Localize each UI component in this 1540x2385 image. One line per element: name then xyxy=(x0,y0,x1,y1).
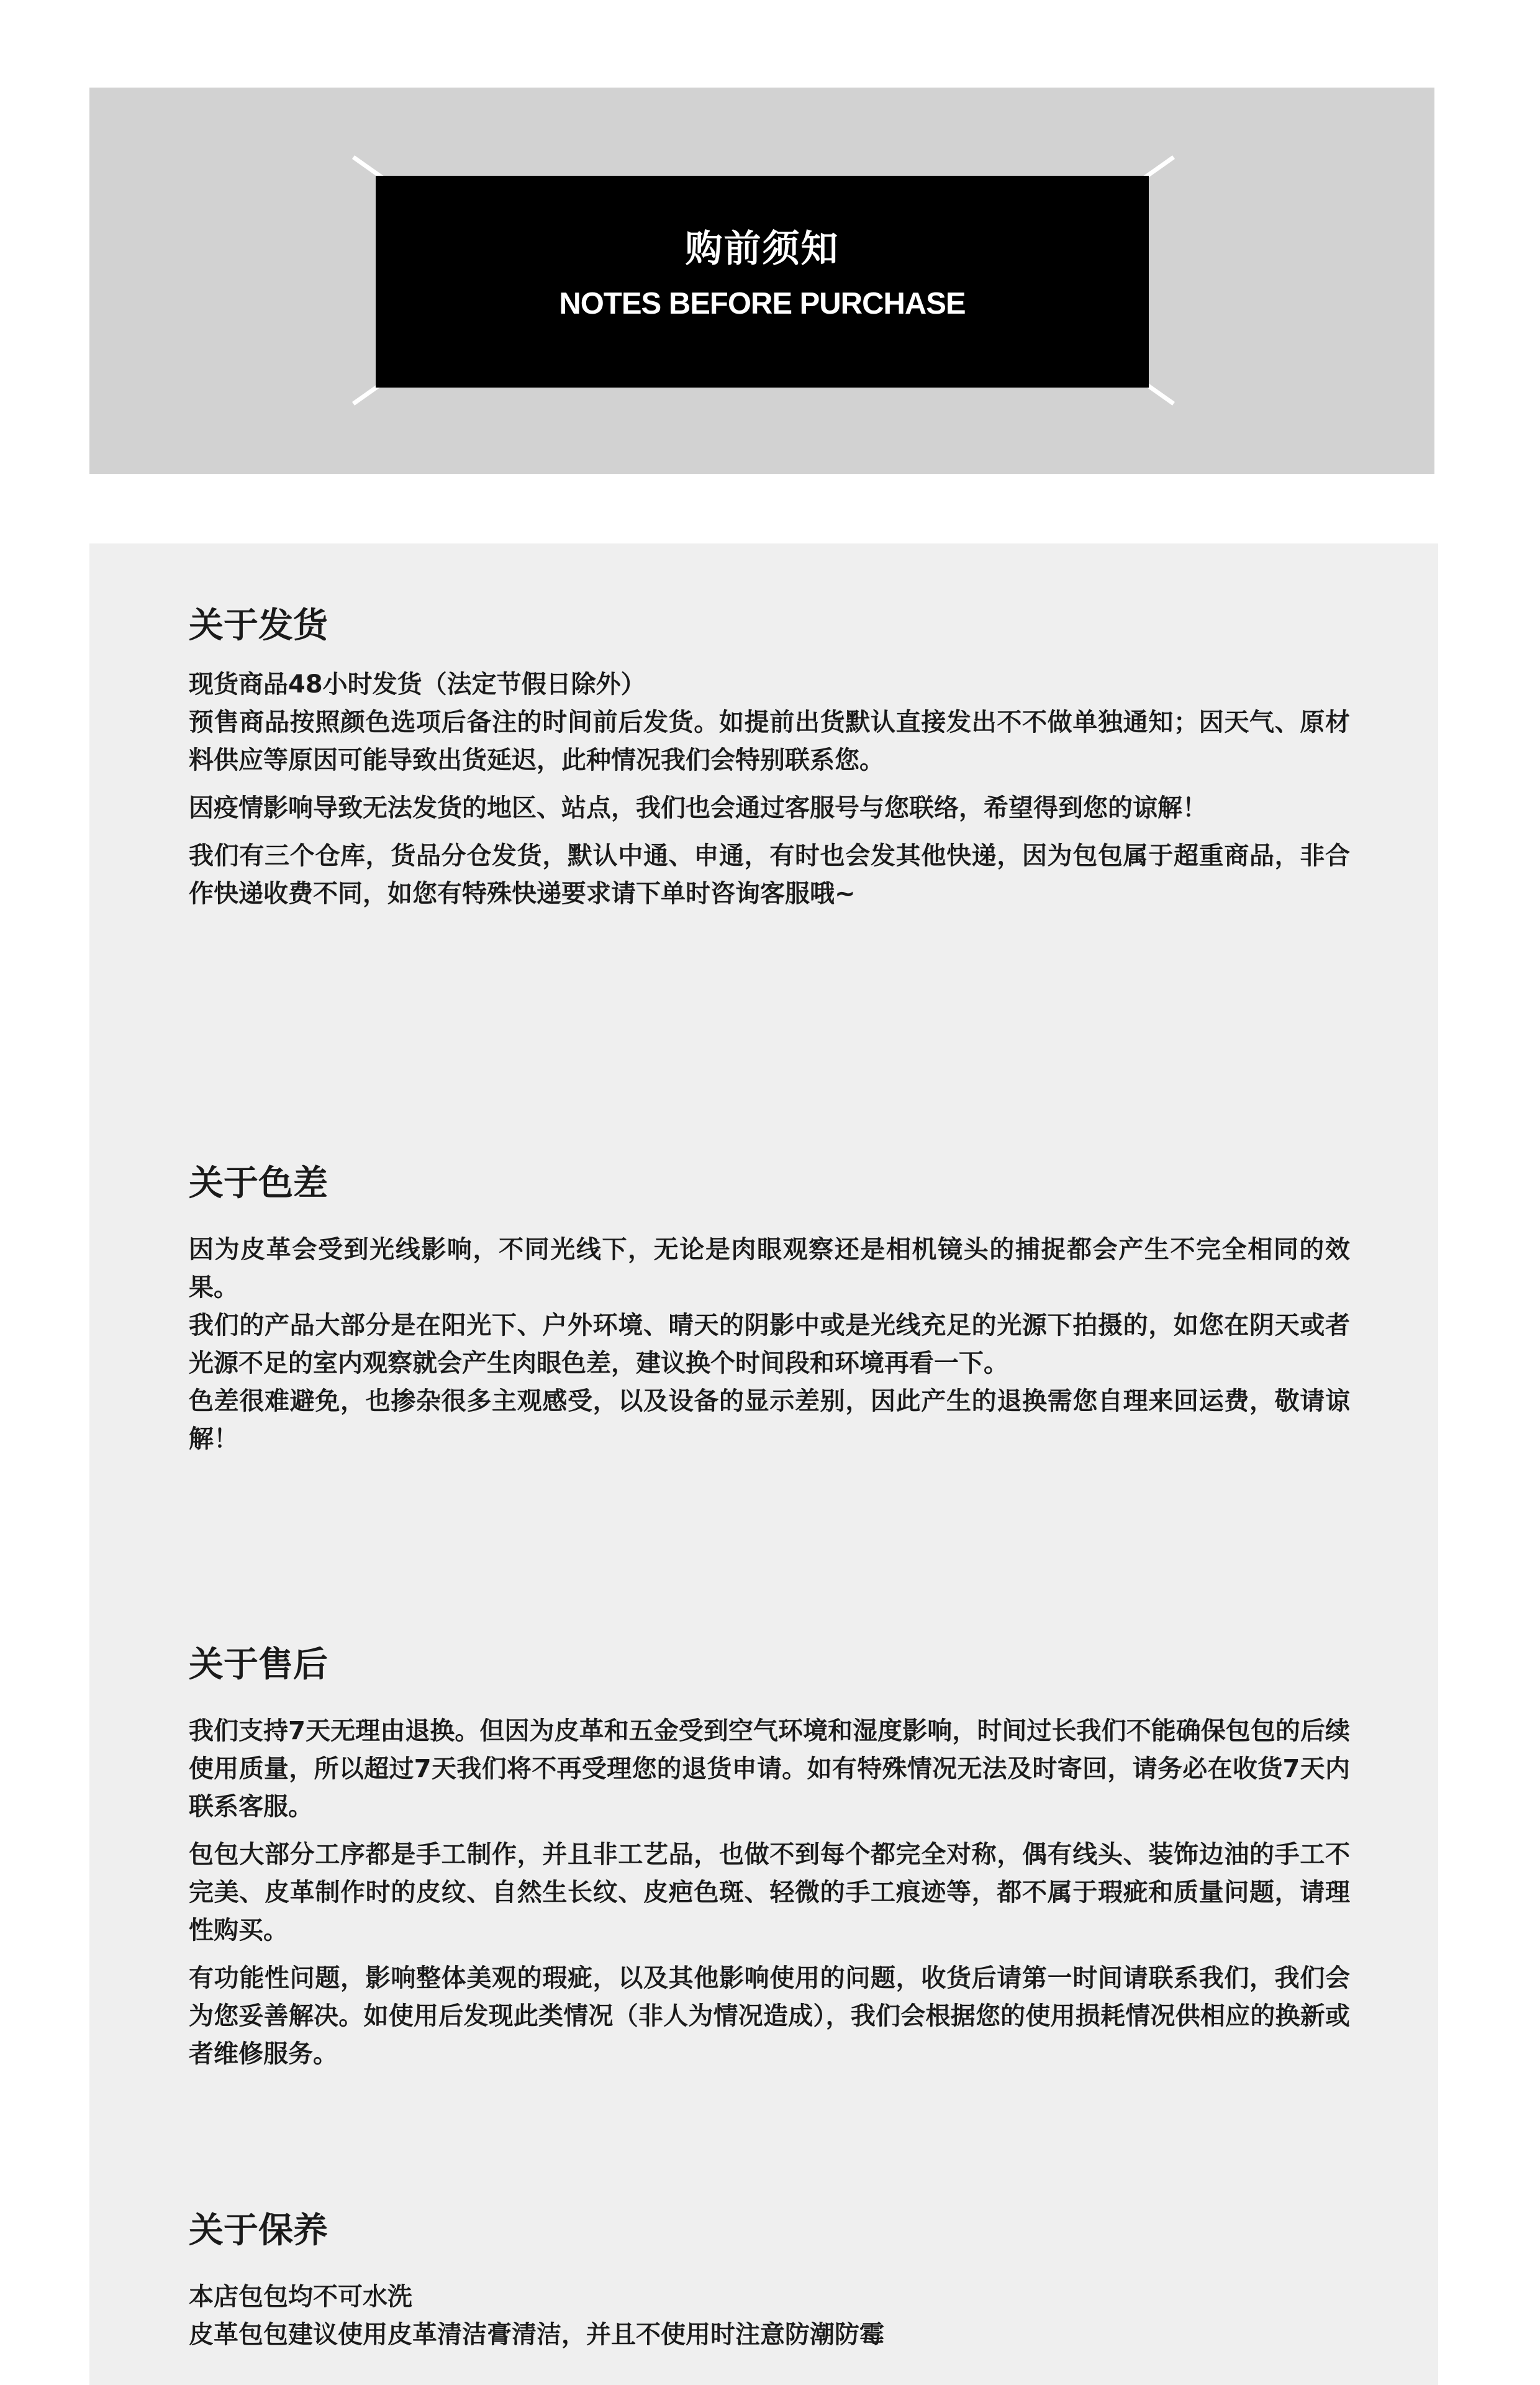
section-shipping xyxy=(189,606,1350,913)
section-paragraph: 我们的产品大部分是在阳光下、户外环境、晴天的阴影中或是光线充足的光源下拍摄的，如您在阴天或者光源不足的室内观察就会产生肉眼色差，建议换个时间段和环境再看一下。 xyxy=(189,1311,1350,1378)
section-title: 关于保养 xyxy=(189,2210,328,2251)
section-paragraph: 皮革包包建议使用皮革清洁膏清洁，并且不使用时注意防潮防霉 xyxy=(189,2320,884,2349)
notice-subtitle: NOTES BEFORE PURCHASE xyxy=(559,287,966,320)
section-paragraph: 预售商品按照颜色选项后备注的时间前后发货。如提前出货默认直接发出不不做单独通知；因天气、原材料供应等原因可能导致出货延迟，此种情况我们会特别联系您。 xyxy=(189,708,1350,775)
section-paragraph: 色差很难避免，也掺杂很多主观感受，以及设备的显示差别，因此产生的退换需您自理来回运费，敬请谅解！ xyxy=(189,1387,1350,1453)
section-after-sales xyxy=(189,1645,1350,2073)
section-title: 关于色差 xyxy=(189,1163,328,1204)
section-paragraph: 包包大部分工序都是手工制作，并且非工艺品，也做不到每个都完全对称，偶有线头、装饰边油的手工不完美、皮革制作时的皮纹、自然生长纹、皮疤色斑、轻微的手工痕迹等，都不属于瑕疵和质量问题，请理性购买。 xyxy=(189,1840,1350,1945)
section-paragraph: 本店包包均不可水洗 xyxy=(189,2283,412,2311)
notice-label xyxy=(376,176,1149,388)
section-paragraph: 我们有三个仓库，货品分仓发货，默认中通、申通，有时也会发其他快递，因为包包属于超重商品，非合作快递收费不同，如您有特殊快递要求请下单时咨询客服哦~ xyxy=(189,842,1350,908)
section-color-difference xyxy=(189,1163,1350,1458)
section-paragraph: 因为皮革会受到光线影响，不同光线下，无论是肉眼观察还是相机镜头的捕捉都会产生不完全相同的效果。 xyxy=(189,1235,1350,1302)
notice-title: 购前须知 xyxy=(685,227,840,271)
section-paragraph: 我们支持7天无理由退换。但因为皮革和五金受到空气环境和湿度影响，时间过长我们不能确保包包的后续使用质量，所以超过7天我们将不再受理您的退货申请。如有特殊情况无法及时寄回，请务必在收货7天内联系客服。 xyxy=(189,1717,1350,1821)
section-paragraph: 因疫情影响导致无法发货的地区、站点，我们也会通过客服号与您联络，希望得到您的谅解！ xyxy=(189,794,1207,822)
section-title: 关于发货 xyxy=(189,606,328,646)
section-title: 关于售后 xyxy=(189,1645,328,1685)
section-paragraph: 现货商品48小时发货（法定节假日除外） xyxy=(189,670,646,699)
section-care xyxy=(189,2210,1350,2354)
section-paragraph: 有功能性问题，影响整体美观的瑕疵，以及其他影响使用的问题，收货后请第一时间请联系我们，我们会为您妥善解决。如使用后发现此类情况（非人为情况造成），我们会根据您的使用损耗情况供相应的换新或者维修服务。 xyxy=(189,1964,1350,2068)
